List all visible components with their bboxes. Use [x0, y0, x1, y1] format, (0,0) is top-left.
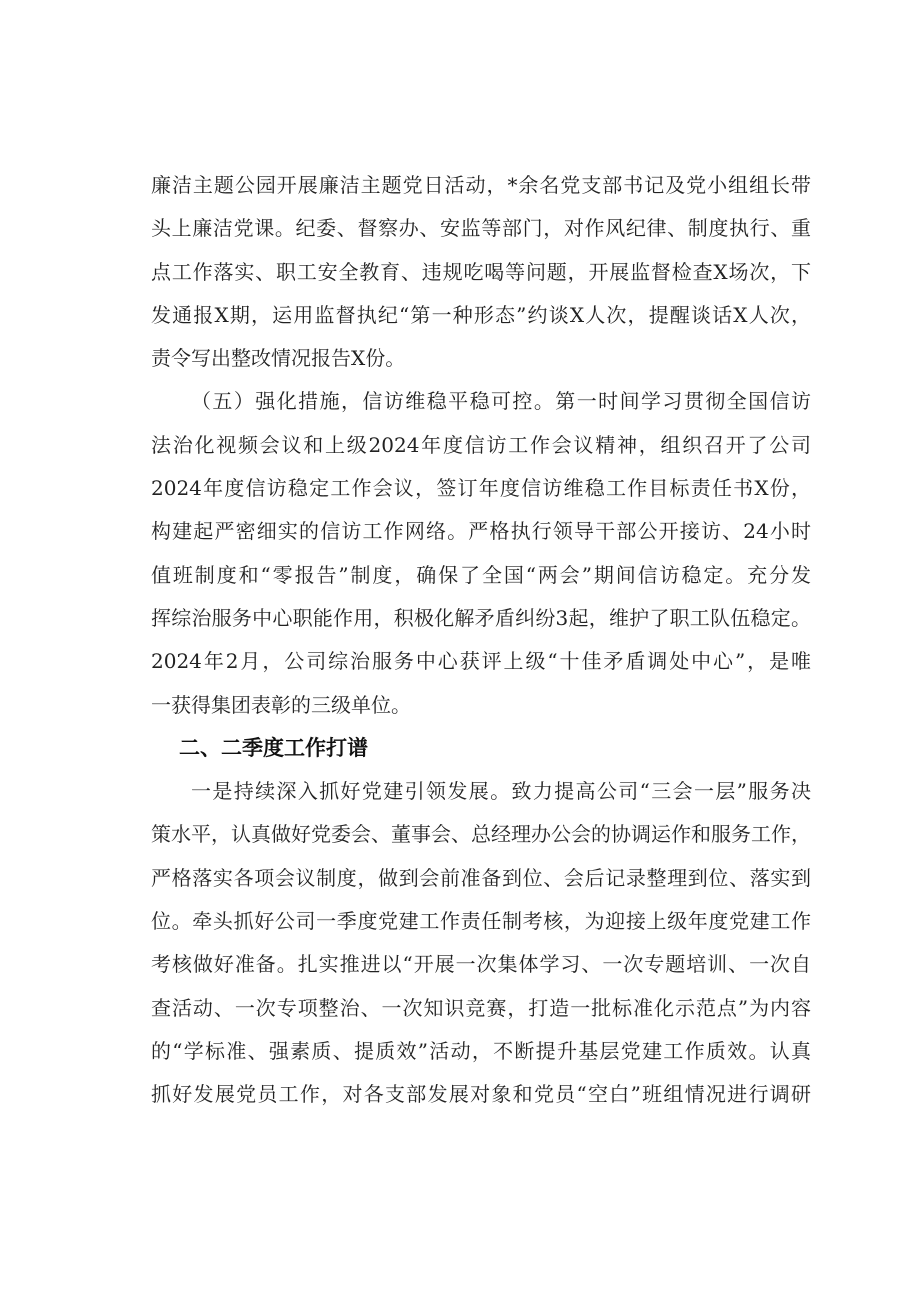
- text-line: 一获得集团表彰的三级单位。: [151, 692, 411, 717]
- text-line: 一是持续深入抓好党建引领发展。致力提高公司“三会一层”服务决: [191, 779, 811, 804]
- text-line: 查活动、一次专项整治、一次知识竞赛，打造一批标准化示范点”为内容: [151, 995, 811, 1020]
- paragraph-party-building: [151, 770, 811, 1116]
- text-line: 法治化视频会议和上级2024年度信访工作会议精神，组织召开了公司: [151, 432, 811, 457]
- text-line: 责令写出整改情况报告X份。: [151, 346, 406, 371]
- text-line: 位。牵头抓好公司一季度党建工作责任制考核，为迎接上级年度党建工作: [151, 909, 811, 934]
- paragraph-petition-stability: [151, 380, 811, 726]
- text-line: 严格落实各项会议制度，做到会前准备到位、会后记录整理到位、落实到: [151, 865, 811, 890]
- text-line: 廉洁主题公园开展廉洁主题党日活动，*余名党支部书记及党小组组长带: [151, 173, 811, 197]
- text-line: 抓好发展党员工作，对各支部发展对象和党员“空白”班组情况进行调研: [151, 1082, 811, 1107]
- text-line: 值班制度和“零报告”制度，确保了全国“两会”期间信访稳定。充分发: [151, 562, 811, 587]
- document-body: [151, 164, 811, 1117]
- section-heading: 二、二季度工作打谱: [179, 735, 368, 760]
- text-line: 的“学标准、强素质、提质效”活动，不断提升基层党建工作质效。认真: [151, 1038, 811, 1063]
- text-line: 构建起严密细实的信访工作网络。严格执行领导干部公开接访、24小时: [151, 519, 811, 544]
- text-line: 2024年度信访稳定工作会议，签订年度信访维稳工作目标责任书X份，: [151, 476, 811, 501]
- text-line: 点工作落实、职工安全教育、违规吃喝等问题，开展监督检查X场次，下: [151, 259, 811, 284]
- text-line: （五）强化措施，信访维稳平稳可控。第一时间学习贯彻全国信访: [191, 389, 811, 414]
- text-line: 考核做好准备。扎实推进以“开展一次集体学习、一次专题培训、一次自: [151, 952, 811, 977]
- text-line: 2024年2月，公司综治服务中心获评上级“十佳矛盾调处中心”，是唯: [151, 649, 811, 674]
- paragraph-discipline-supervision: [151, 164, 811, 380]
- text-line: 头上廉洁党课。纪委、督察办、安监等部门，对作风纪律、制度执行、重: [151, 216, 811, 241]
- text-line: 发通报X期，运用监督执纪“第一种形态”约谈X人次，提醒谈话X人次，: [151, 302, 811, 327]
- text-line: 挥综治服务中心职能作用，积极化解矛盾纠纷3起，维护了职工队伍稳定。: [151, 605, 811, 630]
- text-line: 策水平，认真做好党委会、董事会、总经理办公会的协调运作和服务工作，: [151, 822, 811, 847]
